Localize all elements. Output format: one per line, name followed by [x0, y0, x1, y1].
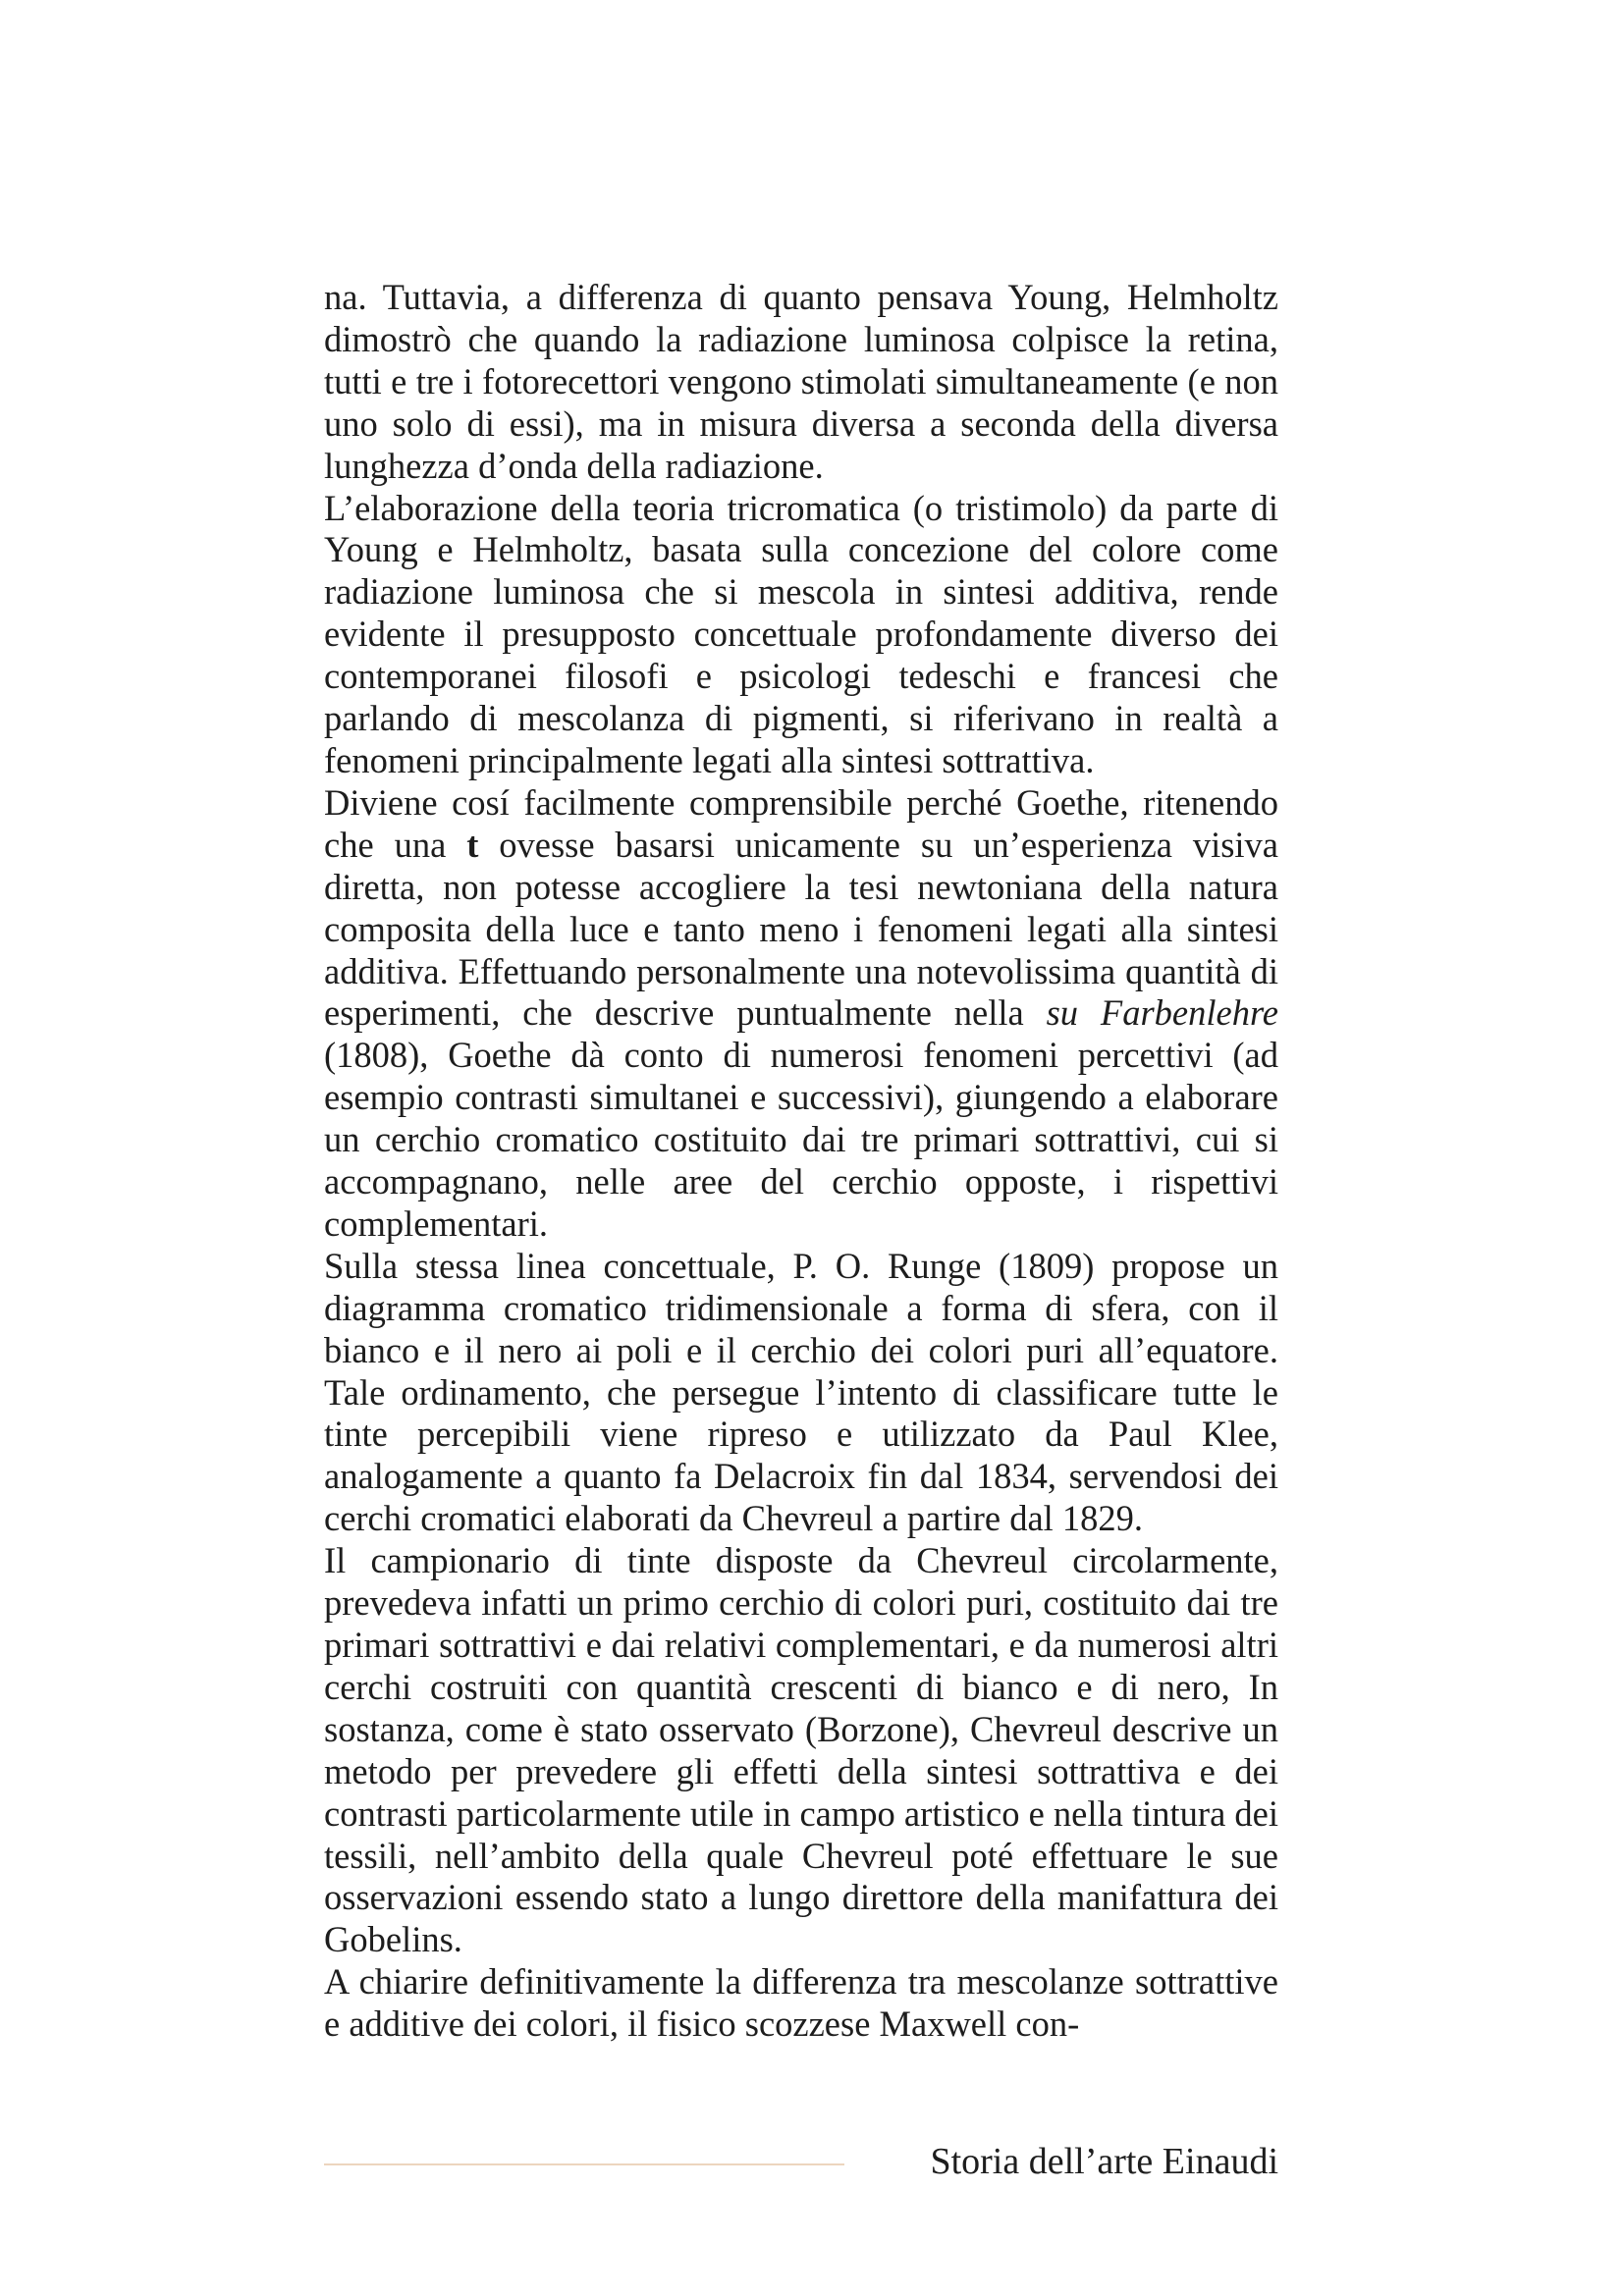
text-segment: Il campionario di tinte disposte da Chevreul circolarmente, prevedeva infatti un primo cerchio di colori puri, costituito dai tre primari sottrattivi e dai relativi complementari, e da numerosi altri cerchi costruiti con quantità crescenti di bianco e di nero, In sostanza, come è stato osservato (Borzone), Chevreul descrive un metodo per prevedere gli effetti della sintesi sottrattiva e dei contrasti particolarmente utile in campo artistico e nella tintura dei tessili, nell’ambito della quale Chevreul poté effettuare le sue osservazioni essendo stato a lungo direttore della manifattura dei Gobelins.: [324, 1540, 1278, 1960]
text-segment-bold: t: [466, 824, 479, 865]
footer-publisher-label: Storia dell’arte Einaudi: [930, 2141, 1278, 2182]
paragraph: [324, 1540, 1278, 1961]
text-segment: na. Tuttavia, a differenza di quanto pensava Young, Helmholtz dimostrò che quando la radiazione luminosa colpisce la retina, tutti e tre i fotorecettori vengono stimolati simultaneamente (e non uno solo di essi), ma in misura diversa a seconda della diversa lunghezza d’onda della radiazione.: [324, 277, 1278, 486]
paragraph: [324, 1246, 1278, 1540]
paragraph: [324, 488, 1278, 782]
body-text: [324, 277, 1278, 2046]
text-segment: Diviene cosí facilmente comprensibile perché Goethe, ritenendo che una: [324, 781, 1278, 865]
paragraph: [324, 782, 1278, 1246]
text-segment: Sulla stessa linea concettuale, P. O. Runge (1809) propose un diagramma cromatico tridimensionale a forma di sfera, con il bianco e il nero ai poli e il cerchio dei colori puri all’equatore. Tale ordinamento, che persegue l’intento di classificare tutte le tinte percepibili viene ripreso e utilizzato da Paul Klee, analogamente a quanto fa Delacroix fin dal 1834, servendosi dei cerchi cromatici elaborati da Chevreul a partire dal 1829.: [324, 1245, 1278, 1539]
footer-rule: [324, 2163, 844, 2165]
text-segment: (1808), Goethe dà conto di numerosi fenomeni percettivi (ad esempio contrasti simultanei e successivi), giungendo a elaborare un cerchio cromatico costituito dai tre primari sottrattivi, cui si accompagnano, nelle aree del cerchio opposte, i rispettivi complementari.: [324, 1035, 1278, 1244]
paragraph: [324, 277, 1278, 488]
text-segment: A chiarire definitivamente la differenza tra mescolanze sottrattive e additive dei colori, il fisico scozzese Maxwell con-: [324, 1961, 1278, 2045]
text-segment-italic: su Farbenlehre: [1046, 992, 1279, 1034]
text-segment: ovesse basarsi unicamente su un’esperienza visiva diretta, non potesse accogliere la tesi newtoniana della natura composita della luce e tanto meno i fenomeni legati alla sintesi additiva. Effettuando personalmente una notevolissima quantità di esperimenti, che descrive puntualmente nella: [324, 824, 1279, 1034]
paragraph: [324, 1961, 1278, 2046]
text-segment: L’elaborazione della teoria tricromatica (o tristimolo) da parte di Young e Helmholtz, basata sulla concezione del colore come radiazione luminosa che si mescola in sintesi additiva, rende evidente il presupposto concettuale profondamente diverso dei contemporanei filosofi e psicologi tedeschi e francesi che parlando di mescolanza di pigmenti, si riferivano in realtà a fenomeni principalmente legati alla sintesi sottrattiva.: [324, 487, 1278, 780]
